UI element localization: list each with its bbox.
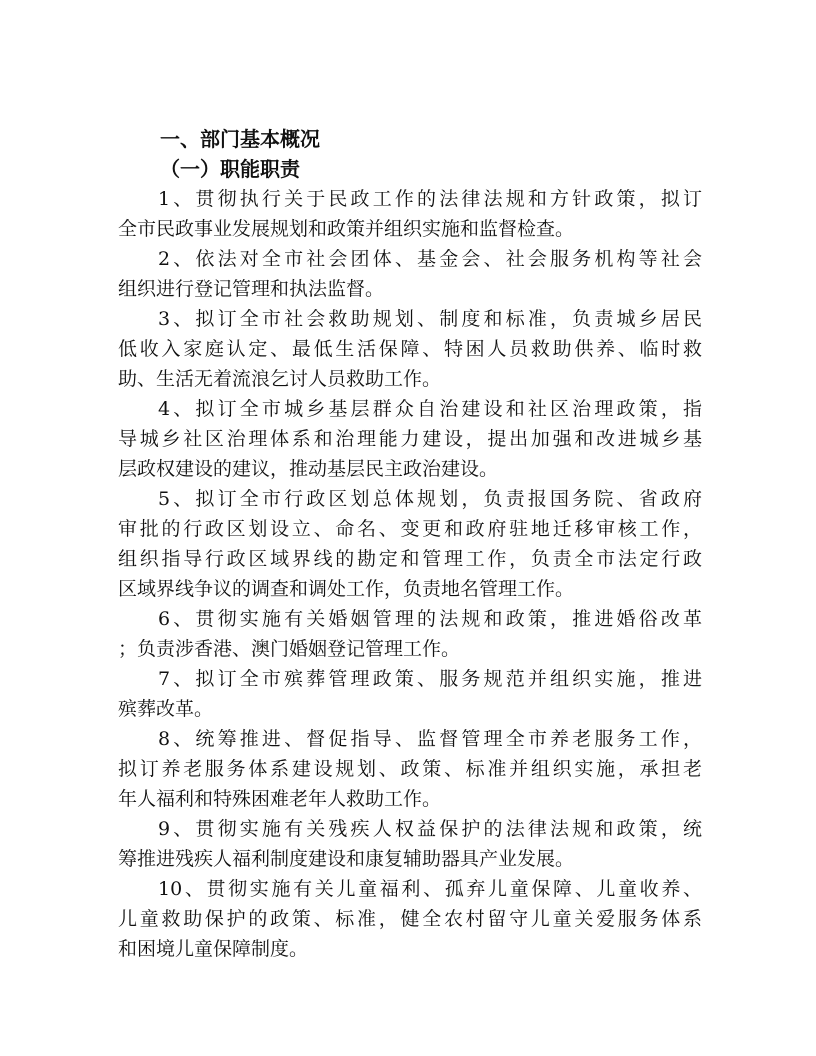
paragraph-1 [118, 184, 702, 244]
paragraph-6 [118, 604, 702, 664]
paragraph-line: 组织进行登记管理和执法监督。 [118, 278, 385, 300]
paragraph-line: 9、贯彻实施有关残疾人权益保护的法律法规和政策，统 [158, 818, 702, 840]
paragraph-9 [118, 814, 702, 874]
paragraph-line: ；负责涉香港、澳门婚姻登记管理工作。 [118, 638, 461, 660]
paragraph-4 [118, 394, 702, 484]
paragraph-line: 导城乡社区治理体系和治理能力建设，提出加强和改进城乡基 [118, 428, 702, 450]
paragraph-line: 筹推进残疾人福利制度建设和康复辅助器具产业发展。 [118, 848, 575, 870]
paragraph-line: 审批的行政区划设立、命名、变更和政府驻地迁移审核工作， [118, 518, 702, 540]
paragraph-3 [118, 304, 702, 394]
paragraph-line: 和困境儿童保障制度。 [118, 938, 309, 960]
paragraph-10 [118, 874, 702, 964]
paragraph-line: 层政权建设的建议，推动基层民主政治建设。 [118, 458, 499, 480]
paragraph-line: 殡葬改革。 [118, 698, 214, 720]
document-body [118, 124, 702, 964]
paragraph-line: 年人福利和特殊困难老年人救助工作。 [118, 788, 442, 810]
paragraph-line: 低收入家庭认定、最低生活保障、特困人员救助供养、临时救 [118, 338, 702, 360]
paragraph-line: 组织指导行政区域界线的勘定和管理工作，负责全市法定行政 [118, 548, 702, 570]
paragraph-line: 1、贯彻执行关于民政工作的法律法规和方针政策，拟订 [158, 188, 702, 210]
paragraph-5 [118, 484, 702, 604]
paragraph-line: 10、贯彻实施有关儿童福利、孤弃儿童保障、儿童收养、 [158, 878, 702, 900]
paragraph-line: 7、拟订全市殡葬管理政策、服务规范并组织实施，推进 [158, 668, 702, 690]
paragraph-line: 全市民政事业发展规划和政策并组织实施和监督检查。 [118, 218, 575, 240]
subsection-heading: （一）职能职责 [160, 157, 300, 181]
paragraph-line: 区域界线争议的调查和调处工作，负责地名管理工作。 [118, 578, 575, 600]
paragraph-list [118, 184, 702, 964]
paragraph-line: 4、拟订全市城乡基层群众自治建设和社区治理政策，指 [158, 398, 702, 420]
paragraph-8 [118, 724, 702, 814]
paragraph-line: 拟订养老服务体系建设规划、政策、标准并组织实施，承担老 [118, 758, 702, 780]
paragraph-line: 儿童救助保护的政策、标准，健全农村留守儿童关爱服务体系 [118, 908, 702, 930]
paragraph-7 [118, 664, 702, 724]
paragraph-line: 5、拟订全市行政区划总体规划，负责报国务院、省政府 [158, 488, 702, 510]
paragraph-line: 3、拟订全市社会救助规划、制度和标准，负责城乡居民 [158, 308, 702, 330]
paragraph-2 [118, 244, 702, 304]
paragraph-line: 8、统筹推进、督促指导、监督管理全市养老服务工作， [158, 728, 702, 750]
paragraph-line: 助、生活无着流浪乞讨人员救助工作。 [118, 368, 442, 390]
paragraph-line: 2、依法对全市社会团体、基金会、社会服务机构等社会 [158, 248, 702, 270]
section-heading: 一、部门基本概况 [160, 127, 320, 151]
paragraph-line: 6、贯彻实施有关婚姻管理的法规和政策，推进婚俗改革 [158, 608, 702, 630]
